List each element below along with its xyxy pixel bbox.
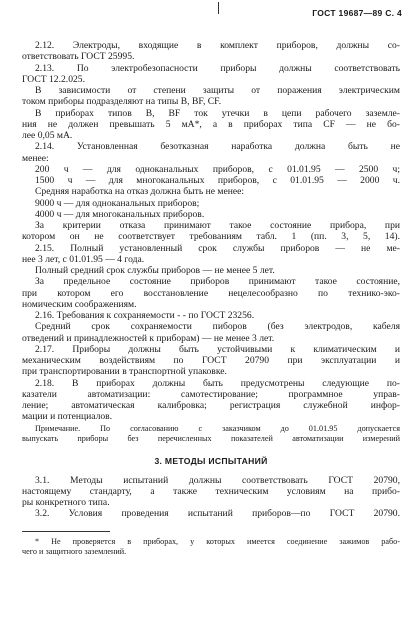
text-line: при транспортировании в транспортной упаковке. (22, 366, 227, 378)
text-line: номическим соображениям. (22, 298, 137, 310)
text-line: котором он не соответствует требованиям табл. 1 (пп. 3, 5, 14). (22, 231, 400, 243)
text-line: ГОСТ 12.2.025. (22, 73, 85, 85)
text-line: 2.15. Полный установленный срок службы приборов — не ме- (35, 242, 400, 254)
text-line: Средняя наработка на отказ должна быть не менее: (35, 186, 245, 198)
text-line: В приборах типов В, BF ток утечки в цепи рабочего заземле- (35, 107, 400, 119)
text-line: ответствовать ГОСТ 25995. (22, 51, 135, 63)
text-line: В зависимости от степени защиты от поражения электрическим (35, 85, 400, 96)
text-line: 3.1. Методы испытаний должны соответствовать ГОСТ 20790, (35, 474, 400, 486)
note-line: выпускать приборы без перечисленных показателей автоматизации измерений (22, 433, 400, 443)
text-line: током приборы подразделяют на типы В, BF, CF. (22, 96, 222, 108)
document-body (22, 40, 400, 557)
text-line: 1500 ч — для многоканальных приборов, с 01.01.95 — 2000 ч. (35, 175, 400, 186)
text-line: ры конкретного типа. (22, 497, 110, 508)
page-header: ГОСТ 19687—89 С. 4 (312, 8, 402, 18)
text-line: лее 0,05 мА. (22, 130, 73, 141)
text-line: при котором его восстановление нецелесообразно по технико-эко- (22, 287, 400, 299)
footnote-rule (22, 531, 110, 532)
text-line: казатели автоматизации: самотестирование; программное управ- (22, 388, 400, 400)
requirements-text (22, 40, 400, 423)
note-text (22, 424, 400, 444)
text-line: 200 ч — для одноканальных приборов, с 01.01.95 — 2500 ч; (35, 163, 400, 175)
footnote-text (22, 537, 400, 557)
test-methods-text (22, 475, 400, 520)
footnote-line: * Не проверяется в приборах, у которых имеется соединение зажимов рабо- (35, 536, 400, 546)
text-line: 2.17. Приборы должны быть устойчивыми к климатическим и (35, 343, 400, 355)
text-line: Полный средний срок службы приборов — не менее 5 лет. (35, 265, 275, 276)
text-line: 2.16. Требования к сохраняемости - - по ГОСТ 23256. (35, 310, 255, 321)
text-line: 9000 ч — для одноканальных приборов; (35, 197, 200, 209)
text-line: менее: (22, 152, 49, 164)
text-line: За предельное состояние приборов принимают такое состояние, (35, 276, 400, 288)
text-line: 3.2. Условия проведения испытаний приборов—по ГОСТ 20790. (35, 508, 400, 520)
text-line: ление; автоматическая калибровка; регистрация служебной инфор- (22, 400, 400, 411)
text-line: ния не должен превышать 5 мА*, а в приборах типа CF — не бо- (22, 118, 400, 130)
text-line: мации и потенциалов. (22, 411, 113, 423)
text-line: 2.18. В приборах должны быть предусмотрены следующие по- (35, 377, 400, 389)
text-line: 2.12. Электроды, входящие в комплект приборов, должны со- (35, 40, 400, 51)
text-line: Средний срок сохраняемости пиборов (без электродов, кабеля (35, 321, 400, 333)
text-line: 2.13. По электробезопасности приборы должны соответствовать (35, 62, 400, 74)
text-line: За критерии отказа принимают такое состояние прибора, при (35, 220, 400, 231)
text-line: механическим воздействиям по ГОСТ 20790 при эксплуатации и (22, 355, 400, 366)
section-heading: 3. МЕТОДЫ ИСПЫТАНИЙ (154, 455, 268, 466)
footnote-line: чего и защитного заземлений. (22, 546, 127, 556)
text-line: 4000 ч — для многоканальных приборов. (35, 208, 205, 220)
text-line: нее 3 лет, с 01.01.95 — 4 года. (22, 253, 145, 265)
binding-mark (218, 2, 219, 14)
text-line: отведений и принадлежностей к приборам) — не менее 3 лет. (22, 332, 275, 344)
note-line: Примечание. По согласованию с заказчиком до 01.01.95 допускается (35, 423, 400, 433)
text-line: 2.14. Установленная безотказная наработка должна быть не (35, 141, 400, 153)
text-line: настоящему стандарту, а также техническим условиям на прибо- (22, 485, 400, 497)
